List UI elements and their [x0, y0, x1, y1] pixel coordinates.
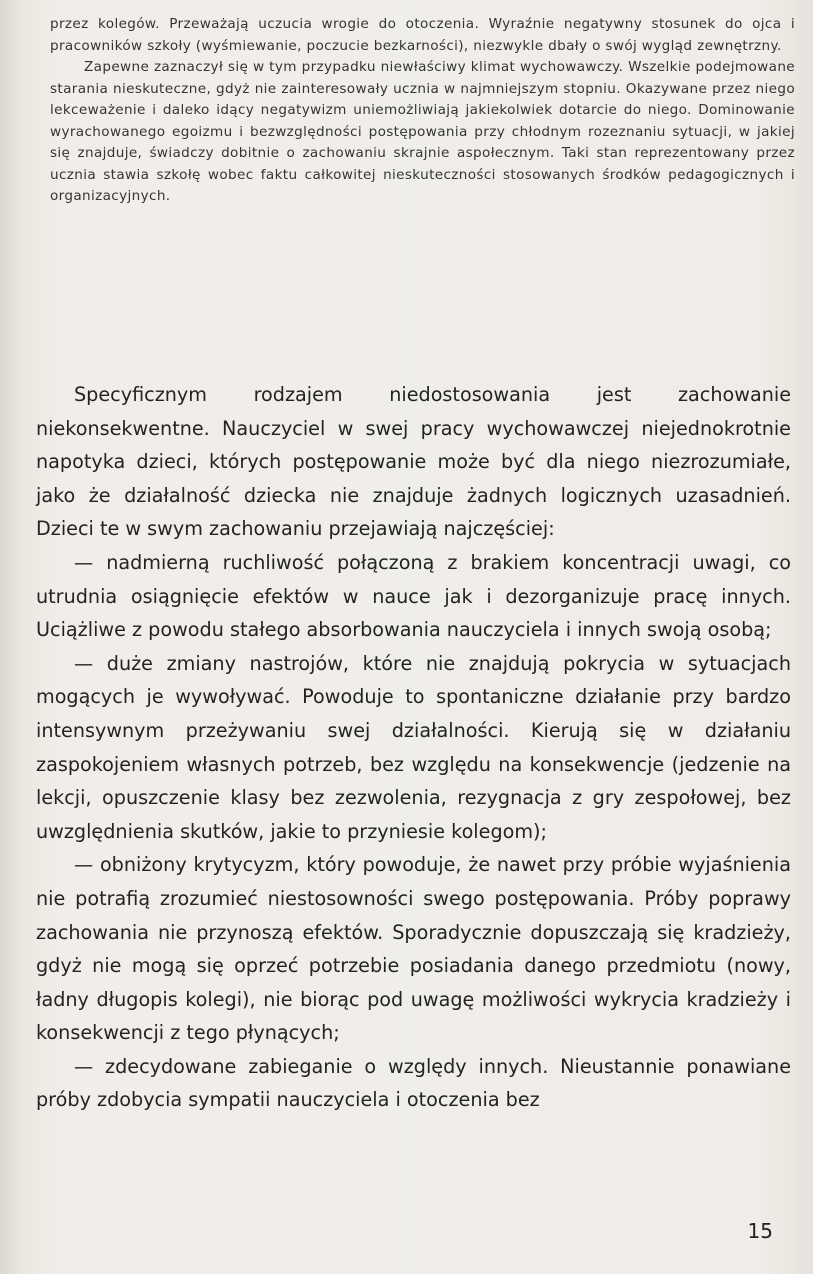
list-item: — duże zmiany nastrojów, które nie znajdują pokrycia w sytuacjach mogących je wywoływać. Powoduje to spontaniczne działanie przy bardzo intensywnym przeżywaniu swej działalności. Kierują się w działaniu zaspokojeniem własnych potrzeb, bez względu na konsekwencje (jedzenie na lekcji, opuszczenie klasy bez zezwolenia, rezygnacja z gry zespołowej, bez uwzględnienia skutków, jakie to przyniesie kolegom); [36, 651, 791, 843]
page-number: 15 [747, 1219, 773, 1243]
paragraph: Specyficznym rodzajem niedostosowania jest zachowanie niekonsekwentne. Nauczyciel w swej pracy wychowawczej niejednokrotnie napotyka dzieci, których postępowanie może być dla niego niezrozumiałe, jako że działalność dziecka nie znajduje żadnych logicznych uzasadnień. Dzieci te w swym zachowaniu przejawiają najczęściej: [36, 383, 791, 541]
list-item: — obniżony krytycyzm, który powoduje, że nawet przy próbie wyjaśnienia nie potrafią zrozumieć niestosowności swego postępowania. Próby poprawy zachowania nie przynoszą efektów. Sporadycznie dopuszczają się kradzieży, gdyż nie mogą się oprzeć potrzebie posiadania danego przedmiotu (nowy, ładny długopis kolegi), nie biorąc pod uwagę możliwości wykrycia kradzieży i konsekwencji z tego płynących; [36, 853, 791, 1045]
paragraph: Zapewne zaznaczył się w tym przypadku niewłaściwy klimat wychowawczy. Wszelkie podejmowane starania nieskuteczne, gdyż nie zainteresowały ucznia w najmniejszym stopniu. Okazywane przez niego lekceważenie i daleko idący negatywizm uniemożliwiają jakiekolwiek dotarcie do niego. Dominowanie wyrachowanego egoizmu i bezwzględności postępowania przy chłodnym rozeznaniu sytuacji, w jakiej się znajduje, świadczy dobitnie o zachowaniu skrajnie aspołecznym. Taki stan reprezentowany przez ucznia stawia szkołę wobec faktu całkowitej nieskuteczności stosowanych środków pedagogicznych i organizacyjnych. [50, 59, 795, 204]
list-item: — nadmierną ruchliwość połączoną z brakiem koncentracji uwagi, co utrudnia osiągnięcie efektów w nauce jak i dezorganizuje pracę innych. Uciążliwe z powodu stałego absorbowania nauczyciela i innych swoją osobą; [36, 550, 791, 642]
case-description [50, 14, 795, 208]
main-text [36, 378, 791, 1117]
paragraph: przez kolegów. Przeważają uczucia wrogie do otoczenia. Wyraźnie negatywny stosunek do ojca i pracowników szkoły (wyśmiewanie, poczucie bezkarności), niezwykle dbały o swój wygląd zewnętrzny. [50, 16, 795, 54]
list-item: — zdecydowane zabieganie o względy innych. Nieustannie ponawiane próby zdobycia sympatii nauczyciela i otoczenia bez [36, 1054, 791, 1112]
